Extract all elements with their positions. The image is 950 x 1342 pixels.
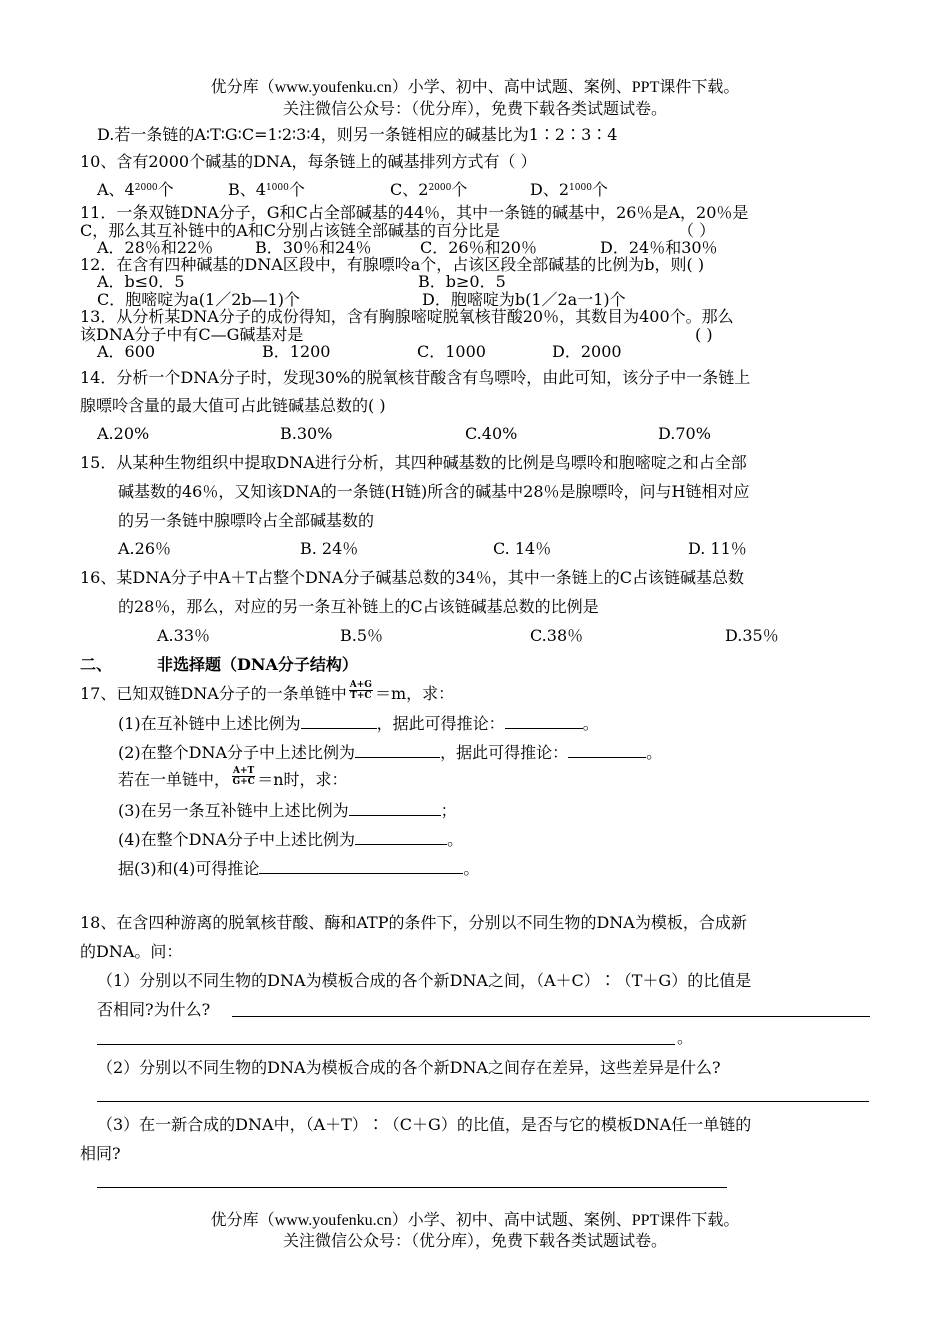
section-2-title: 非选择题（DNA分子结构） (157, 655, 358, 674)
q14-stem-1: 14．分析一个DNA分子时，发现30%的脱氧核苷酸含有鸟嘌呤，由此可知，该分子中一条链上 (80, 368, 751, 387)
q12-option-b: B．b≥0．5 (418, 272, 506, 291)
footer-line-1: 优分库（www.youfenku.cn）小学、初中、高中试题、案例、PPT课件下载。 (210, 1212, 740, 1229)
q15-option-b: B. 24％ (300, 539, 359, 558)
q18-stem-2: 的DNA。问： (80, 942, 183, 961)
q11-option-a: A．28％和22％ (97, 238, 214, 257)
q10-option-b: B、$4^{1000}$个 (228, 180, 305, 199)
q17-condition: 若在一单链中， $\frac{A+T}{G+C}$ ＝n时，求： (118, 766, 348, 789)
q11-option-d: D．24％和30％ (600, 238, 718, 257)
q10-option-a: A、$4^{2000}$个 (97, 180, 174, 199)
q11-answer-paren: （ ） (678, 221, 716, 240)
q14-stem-2: 腺嘌呤含量的最大值可占此链碱基总数的( ) (80, 396, 386, 415)
q17-blank-4[interactable] (355, 828, 447, 845)
q10-stem: 10、含有2000个碱基的DNA，每条链上的碱基排列方式有（ ） (80, 152, 537, 171)
q17-part-3: (3)在另一条互补链中上述比例为 ； (118, 801, 457, 820)
q17-blank-1b[interactable] (505, 712, 583, 729)
q16-option-a: A.33％ (157, 626, 211, 645)
q15-stem-1: 15．从某种生物组织中提取DNA进行分析，其四种碱基数的比例是鸟嘌呤和胞嘧啶之和占全部 (80, 453, 747, 472)
q13-option-b: B．1200 (262, 342, 331, 361)
q15-option-c: C. 14％ (493, 539, 552, 558)
q16-option-d: D.35％ (725, 626, 779, 645)
q13-option-d: D．2000 (552, 342, 622, 361)
q14-option-a: A.20% (97, 424, 150, 443)
q17-fraction-at-gc: $\frac{A+T}{G+C}$ (232, 766, 255, 787)
q18-stem-1: 18、在含四种游离的脱氧核苷酸、酶和ATP的条件下，分别以不同生物的DNA为模板，合成新 (80, 913, 747, 932)
q13-answer-paren: ( ) (695, 325, 713, 344)
q12-option-d: D．胞嘧啶为b(1／2a一1)个 (422, 290, 626, 309)
q13-stem-2: 该DNA分子中有C—G碱基对是 (80, 325, 304, 344)
q18-answer-line-4[interactable] (97, 1187, 727, 1188)
q17-blank-3[interactable] (349, 799, 441, 816)
q12-option-a: A．b≤0．5 (97, 272, 185, 291)
q18-answer-line-1[interactable] (232, 1016, 870, 1017)
q15-option-a: A.26％ (118, 539, 172, 558)
header-line-1: 优分库（www.youfenku.cn）小学、初中、高中试题、案例、PPT课件下载。 (210, 79, 740, 96)
q18-answer-line-3[interactable] (97, 1101, 869, 1102)
q16-stem-1: 16、某DNA分子中A＋T占整个DNA分子碱基总数的34％，其中一条链上的C占该链碱基总数 (80, 568, 744, 587)
q15-stem-3: 的另一条链中腺嘌呤占全部碱基数的 (118, 511, 375, 530)
q11-stem-1: 11．一条双链DNA分子，G和C占全部碱基的44％，其中一条链的碱基中，26％是A，20％是 (80, 203, 749, 222)
q13-option-a: A．600 (97, 342, 156, 361)
q17-blank-5[interactable] (259, 857, 463, 874)
q11-stem-2: C，那么其互补链中的A和C分别占该链全部碱基的百分比是 (80, 221, 501, 240)
q14-option-c: C.40% (465, 424, 518, 443)
q17-blank-1a[interactable] (301, 712, 377, 729)
q17-part-4: (4)在整个DNA分子中上述比例为 。 (118, 830, 464, 849)
q12-option-c: C．胞嘧啶为a(1／2b—1)个 (97, 290, 301, 309)
q15-option-d: D. 11％ (688, 539, 747, 558)
q17-part-2: (2)在整个DNA分子中上述比例为 ，据此可得推论： 。 (118, 743, 663, 762)
q17-fraction-ag-tc: $\frac{A+G}{T+C}$ (349, 680, 372, 701)
section-2-number: 二、 (80, 655, 113, 674)
q17-stem: 17、已知双链DNA分子的一条单链中 $\frac{A+G}{T+C}$ ＝m，求： (80, 680, 455, 703)
q16-stem-2: 的28％，那么，对应的另一条互补链上的C占该链碱基总数的比例是 (118, 597, 599, 616)
q17-blank-2b[interactable] (568, 741, 646, 758)
q9-option-d: D.若一条链的A∶T∶G∶C=1∶2∶3∶4，则另一条链相应的碱基比为1∶2∶3∶4 (97, 125, 618, 144)
q18-sub-3-line-1: （3）在一新合成的DNA中，（A＋T）∶（C＋G）的比值，是否与它的模板DNA任一单链的 (97, 1115, 752, 1134)
q11-option-b: B．30％和24％ (255, 238, 372, 257)
q11-option-c: C．26％和20％ (420, 238, 537, 257)
header-line-2: 关注微信公众号：（优分库），免费下载各类试题试卷。 (282, 101, 667, 118)
q10-option-c: C、$2^{2000}$个 (390, 180, 468, 199)
q18-answer-line-2[interactable] (97, 1044, 675, 1045)
q16-option-b: B.5％ (340, 626, 384, 645)
q18-sub-2: （2）分别以不同生物的DNA为模板合成的各个新DNA之间存在差异，这些差异是什么? (97, 1058, 721, 1077)
q12-stem: 12．在含有四种碱基的DNA区段中，有腺嘌呤a个，占该区段全部碱基的比例为b，则( ) (80, 255, 705, 274)
q14-option-b: B.30% (280, 424, 333, 443)
q18-sub-1-line-2: 否相同?为什么? (97, 1000, 211, 1019)
q10-option-d: D、$2^{1000}$个 (530, 180, 608, 199)
q18-sub-1-line-1: （1）分别以不同生物的DNA为模板合成的各个新DNA之间，（A＋C）∶（T＋G）的比值是 (97, 971, 752, 990)
q16-option-c: C.38％ (530, 626, 584, 645)
q13-stem-1: 13．从分析某DNA分子的成份得知，含有胸腺嘧啶脱氧核苷酸20％，其数目为400个。那么 (80, 307, 734, 326)
q13-option-c: C．1000 (417, 342, 486, 361)
q18-sub-1-end-mark: 。 (677, 1028, 694, 1047)
footer-line-2: 关注微信公众号：（优分库），免费下载各类试题试卷。 (282, 1233, 667, 1250)
q17-blank-2a[interactable] (355, 741, 440, 758)
q17-part-5: 据(3)和(4)可得推论 。 (118, 859, 480, 878)
q15-stem-2: 碱基数的46％，又知该DNA的一条链(H链)所含的碱基中28％是腺嘌呤，问与H链相对应 (118, 482, 750, 501)
q18-sub-3-line-2: 相同? (80, 1144, 121, 1163)
q14-option-d: D.70% (658, 424, 711, 443)
q17-part-1: (1)在互补链中上述比例为 ，据此可得推论： 。 (118, 714, 599, 733)
